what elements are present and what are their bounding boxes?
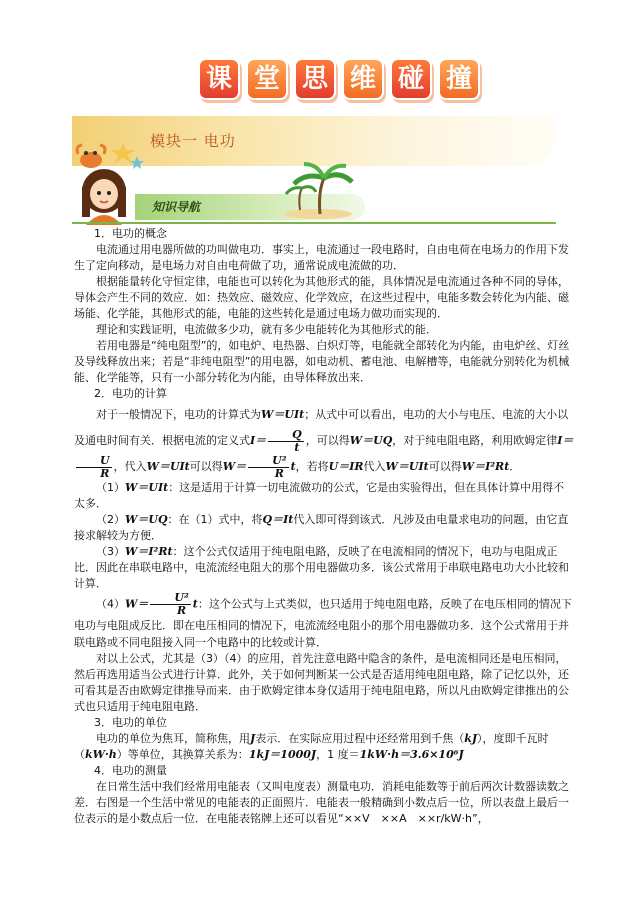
section-title: 1．电功的概念	[94, 227, 167, 240]
denominator: R	[274, 466, 284, 480]
formula: W＝	[222, 460, 247, 473]
fraction	[76, 455, 112, 480]
formula: t	[192, 597, 198, 611]
formula: kJ	[464, 732, 478, 745]
girl-illustration-icon	[72, 167, 138, 225]
denominator: R	[176, 604, 187, 617]
paragraph: 若用电器是“纯电阻型”的，如电炉、电热器、白炽灯等，电能就全部转化为内能，由电炉丝、灯丝及导线释放出来；若是“非纯电阻型”的用电器，如电动机、蓄电池、电解槽等，电能就分别转化为机械能、化学能等，只有一小部分转化为内能，由导体释放出来．	[74, 339, 570, 384]
formula: W＝UQ	[125, 513, 168, 526]
paragraph: 理论和实践证明，电流做多少功，就有多少电能转化为其他形式的能．	[96, 323, 437, 336]
title-char: 撞	[438, 58, 480, 100]
formula: Q＝It	[262, 513, 294, 526]
title-char: 维	[342, 58, 384, 100]
paragraph: 电流通过用电器所做的功叫做电功．事实上，电流通过一段电路时，自由电荷在电场力的作用下发生了定向移动，是电场力对自由电荷做了功，通常说成电流做的功．	[74, 243, 569, 272]
lesson-title-banner	[0, 58, 630, 108]
text: （1）	[96, 481, 125, 494]
fraction	[248, 455, 288, 480]
paragraph	[74, 731, 574, 763]
title-char: 思	[294, 58, 336, 100]
guide-underline	[72, 222, 556, 224]
text: （3）	[96, 545, 125, 558]
numerator: U²	[248, 455, 288, 468]
numerator: U²	[150, 592, 190, 605]
paragraph	[74, 544, 574, 592]
formula: t	[290, 460, 296, 473]
title-char: 堂	[246, 58, 288, 100]
document-body	[74, 226, 574, 827]
section-title: 3．电功的单位	[94, 716, 167, 729]
formula: 1kJ＝1000J	[248, 748, 317, 761]
text: 可以得	[428, 460, 462, 473]
text: （4）	[96, 597, 125, 611]
formula: W＝UIt	[385, 460, 429, 473]
title-char: 碰	[390, 58, 432, 100]
fraction	[150, 592, 190, 617]
formula: W＝UIt	[146, 460, 190, 473]
text: ，可以得	[305, 434, 350, 447]
text: ：这个公式与上式类似，也只适用于纯电阻电路，反映了在电压相同的情况下电功与电阻成反比．即在电压相同的情况下，电流流经电阻小的那个用电器做功多．这个公式常用于并联电路或不同电阻接入同一个电路中的比较或计算．	[74, 597, 572, 649]
paragraph: 对以上公式，尤其是（3）（4）的应用，首先注意电路中隐含的条件，是电流相同还是电压相同，然后再选用适当公式进行计算．此外，关于如何判断某一公式是否适用纯电阻电路，除了记忆以外，还可看其是否由欧姆定律推导而来．由于欧姆定律本身仅适用于纯电阻电路，所以凡由欧姆定律推出的公式也只适用于纯电阻电路．	[74, 652, 569, 713]
formula: W＝UIt	[261, 408, 305, 421]
formula: I＝	[250, 434, 267, 447]
formula: J	[250, 732, 256, 745]
paragraph-formulas	[74, 402, 574, 480]
text: ：这个公式仅适用于纯电阻电路，反映了在电流相同的情况下，电功与电阻成正比．因此在串联电路中，电流流经电阻大的那个用电器做功多．该公式常用于串联电路电功大小比较和计算．	[74, 545, 569, 590]
module-title: 模块一 电功	[150, 132, 236, 150]
palm-tree-icon	[280, 160, 360, 220]
text: 代入	[363, 460, 386, 473]
denominator: R	[100, 466, 110, 480]
text: ，若将	[295, 460, 329, 473]
numerator: Q	[268, 429, 304, 442]
text: 代入即可得到该式．凡涉及由电量求电功的问题，由它直接求解较为方便．	[74, 513, 569, 542]
text: ：这是适用于计算一切电流做功的公式，它是由实验得出，但在具体计算中用得不太多．	[74, 481, 565, 510]
text: 对于一般情况下，电功的计算式为	[96, 408, 261, 421]
formula: W＝UQ	[349, 434, 393, 447]
text: ，对于纯电阻电路，利用欧姆定律	[392, 434, 558, 447]
text: ，代入	[113, 460, 147, 473]
formula: W＝UIt	[125, 481, 169, 494]
section-title: 4．电功的测量	[94, 764, 167, 777]
paragraph	[74, 592, 574, 651]
text: ；从式中可以看出，电功的大小与电压、电流的大小以及通电时间有关．根据电流的定义式	[74, 408, 569, 447]
text: ：在（1）式中，将	[167, 513, 263, 526]
text: ），度即千瓦时（	[74, 732, 549, 761]
text: 电功的单位为焦耳，简称焦，用	[96, 732, 250, 745]
paragraph: 根据能量转化守恒定律，电能也可以转化为其他形式的能，具体情况是电流通过各种不同的导体，导体会产生不同的效应．如：热效应、磁效应、化学效应，在这些过程中，电能多数会转化为内能、磁场能、化学能，其他形式的能，电能的这些转化是通过电场力做功而实现的．	[74, 275, 569, 320]
text: （2）	[96, 513, 125, 526]
paragraph	[74, 480, 574, 512]
text: ，1 度＝	[316, 748, 360, 761]
denominator: t	[294, 440, 300, 454]
formula: kW·h	[85, 748, 117, 761]
title-char: 课	[198, 58, 240, 100]
text: 表示．在实际应用过程中还经常用到千焦（	[255, 732, 465, 745]
formula: U＝IR	[328, 460, 364, 473]
paragraph: 在日常生活中我们经常用电能表（又叫电度表）测量电功．消耗电能数等于前后两次计数器读数之差．右图是一个生活中常见的电能表的正面照片．电能表一般精确到小数点后一位，所以表盘上最后一位表示的是小数点后一位．在电能表铭牌上还可以看见“××V ××A ××r/kW·h”，	[74, 780, 569, 825]
text: 可以得	[189, 460, 223, 473]
formula: W＝	[125, 597, 149, 611]
text: ．	[509, 460, 521, 473]
guide-label: 知识导航	[152, 200, 201, 214]
section-title: 2．电功的计算	[94, 387, 167, 400]
formula: W＝I²Rt	[461, 460, 510, 473]
formula: 1kW·h＝3.6×10⁶J	[359, 748, 464, 761]
fraction	[268, 429, 304, 454]
formula: I＝	[557, 434, 574, 447]
text: ）等单位，其换算关系为：	[116, 748, 249, 761]
formula: W＝I²Rt	[125, 545, 173, 558]
paragraph	[74, 512, 574, 544]
numerator: U	[76, 455, 112, 468]
